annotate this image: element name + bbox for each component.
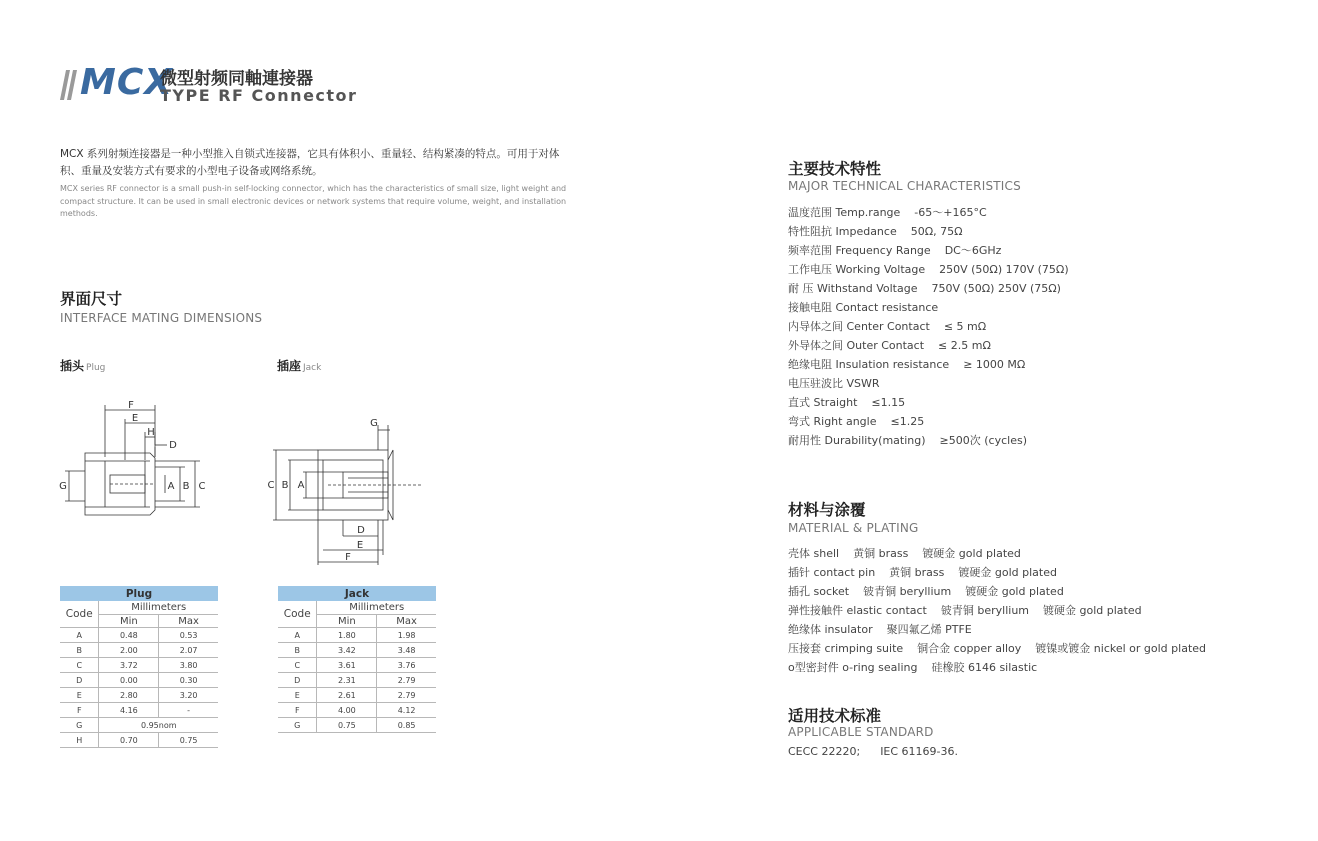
plug-dim-label: H [147,427,155,438]
table-row: D 2.31 2.79 [278,673,436,688]
plug-dim-label: F [128,400,134,411]
list-item: 绝缘体 insulator 聚四氟乙烯 PTFE [788,623,972,636]
table-row: B 2.00 2.07 [60,643,218,658]
list-item: 压接套 crimping suite 铜合金 copper alloy 镀镍或镀金 nickel or gold plated [788,642,1207,655]
standard-item: IEC 61169-36. [880,745,959,758]
table-row: F 4.16 - [60,703,218,718]
page-title-en: TYPE RF Connector [160,86,358,105]
logo-stripes-icon [60,70,80,100]
characteristics-list [788,204,1069,451]
min-header: Min [99,615,159,628]
table-row: A 1.80 1.98 [278,628,436,643]
table-row: B 3.42 3.48 [278,643,436,658]
plug-dim-label: E [131,413,139,424]
plug-dimension-drawing [55,395,225,525]
plug-dim-label: B [182,481,190,492]
max-header: Max [159,615,218,628]
characteristics-title-cn: 主要技术特性 [788,160,882,178]
materials-list [788,545,1206,678]
code-header: Code [60,601,99,628]
brand-logo: MCX [80,62,173,103]
standard-list [788,745,958,758]
table-row: E 2.80 3.20 [60,688,218,703]
jack-dimension-drawing [268,410,428,570]
jack-dim-label: C [268,480,275,491]
jack-dim-label: D [357,525,365,536]
table-row: F 4.00 4.12 [278,703,436,718]
table-row: D 0.00 0.30 [60,673,218,688]
jack-dim-label: B [281,480,289,491]
list-item: 特性阻抗 Impedance 50Ω, 75Ω [788,225,963,238]
list-item: 插针 contact pin 黄铜 brass 镀硬金 gold plated [788,566,1057,579]
jack-dim-label: G [370,418,378,429]
plug-dim-label: G [59,481,67,492]
plug-label: 插头 Plug [60,359,106,373]
characteristics-title-en: MAJOR TECHNICAL CHARACTERISTICS [788,179,1021,193]
plug-dimension-table [60,586,218,748]
list-item: 耐 压 Withstand Voltage 750V (50Ω) 250V (75Ω) [788,282,1061,295]
list-item: 直式 Straight ≤1.15 [788,396,906,409]
interface-title-en: INTERFACE MATING DIMENSIONS [60,311,263,325]
list-item: 电压驻波比 VSWR [788,377,880,390]
jack-dim-label: A [297,480,305,491]
table-row: E 2.61 2.79 [278,688,436,703]
standard-item: CECC 22220; [788,745,861,758]
intro-text-cn: MCX 系列射频连接器是一种小型推入自锁式连接器，它具有体积小、重量轻、结构紧凑的特点。可用于对体积、重量及安装方式有要求的小型电子设备或网络系统。 [60,148,560,177]
interface-title-cn: 界面尺寸 [60,290,123,308]
list-item: 插孔 socket 铍青铜 beryllium 镀硬金 gold plated [788,585,1064,598]
table-caption: Jack [278,586,436,601]
code-header: Code [278,601,317,628]
table-row: H 0.70 0.75 [60,733,218,748]
list-item: 频率范围 Frequency Range DC～6GHz [788,244,1002,257]
materials-title-cn: 材料与涂覆 [788,501,866,519]
list-item: 弯式 Right angle ≤1.25 [788,415,925,428]
intro-text-en: MCX series RF connector is a small push-in self-locking connector, which has the characteristics of small size, light weight and compact structure. It can be used in small electronic devices or network systems that require volume, weight, and installation methods. [60,184,567,218]
table-row: C 3.61 3.76 [278,658,436,673]
list-item: 接触电阻 Contact resistance [788,301,939,314]
list-item: 弹性接触件 elastic contact 铍青铜 beryllium 镀硬金 gold plated [788,604,1142,617]
max-header: Max [377,615,436,628]
jack-dim-label: F [345,552,351,563]
table-row: G 0.75 0.85 [278,718,436,733]
plug-dim-label: A [167,481,175,492]
table-caption: Plug [60,586,218,601]
materials-title-en: MATERIAL & PLATING [788,521,919,535]
list-item: 工作电压 Working Voltage 250V (50Ω) 170V (75Ω) [788,263,1069,276]
page-title-cn: 微型射频同軸連接器 [160,69,313,89]
table-row: G 0.95nom [60,718,218,733]
list-item: 外导体之间 Outer Contact ≤ 2.5 mΩ [788,339,991,352]
list-item: 内导体之间 Center Contact ≤ 5 mΩ [788,320,987,333]
list-item: 壳体 shell 黄铜 brass 镀硬金 gold plated [788,547,1021,560]
jack-label: 插座 Jack [277,359,322,373]
list-item: 温度范围 Temp.range -65～+165°C [788,206,987,219]
list-item: 耐用性 Durability(mating) ≥500次 (cycles) [788,434,1027,447]
min-header: Min [317,615,377,628]
table-row: C 3.72 3.80 [60,658,218,673]
jack-dim-label: E [356,540,364,551]
unit-header: Millimeters [317,601,436,615]
list-item: 绝缘电阻 Insulation resistance ≥ 1000 MΩ [788,358,1026,371]
list-item: o型密封件 o-ring sealing 硅橡胶 6146 silastic [788,661,1038,674]
plug-dim-label: D [169,440,177,451]
unit-header: Millimeters [99,601,218,615]
plug-dim-label: C [198,481,206,492]
standard-title-cn: 适用技术标准 [788,707,882,725]
standard-title-en: APPLICABLE STANDARD [788,725,934,739]
jack-dimension-table [278,586,436,733]
table-row: A 0.48 0.53 [60,628,218,643]
